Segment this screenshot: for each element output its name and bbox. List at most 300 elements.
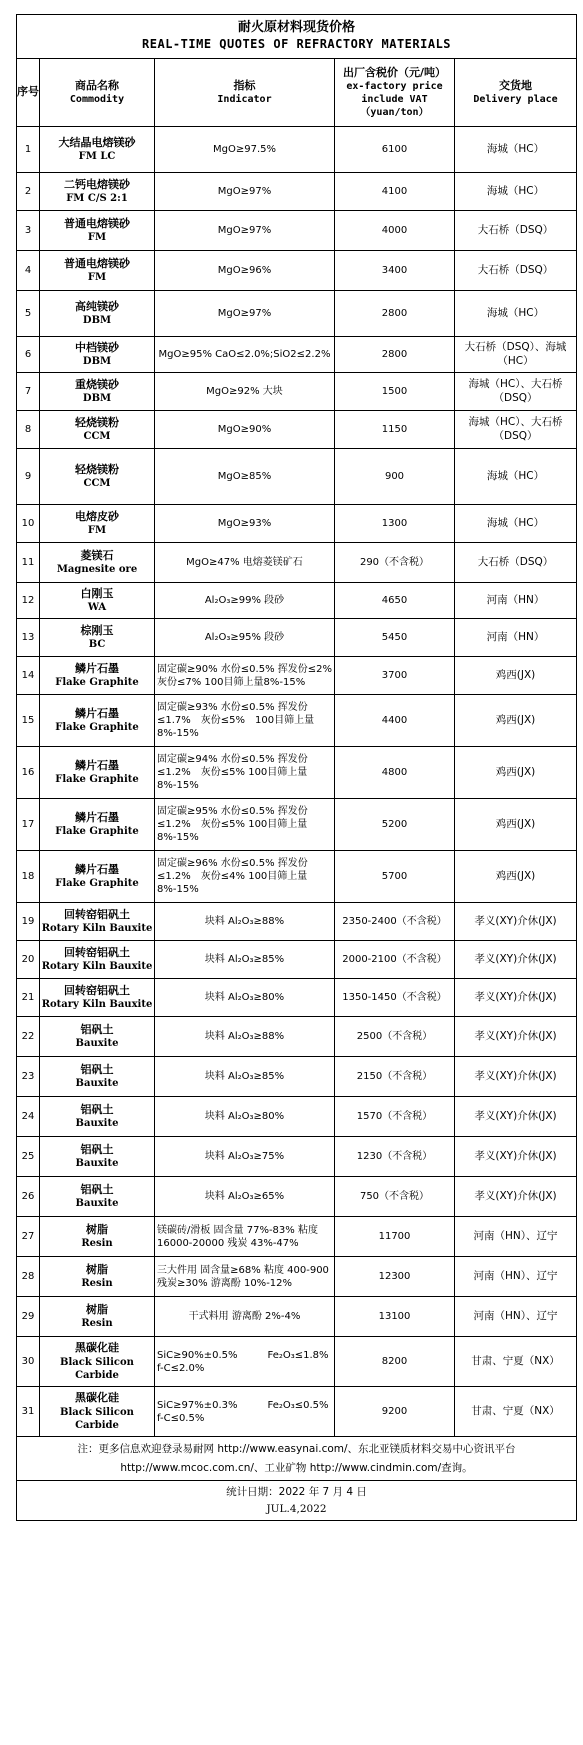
indicator-cell xyxy=(155,941,335,979)
commodity-cn: 鳞片石墨 xyxy=(75,661,119,675)
table-row xyxy=(17,291,577,337)
commodity-cn: 树脂 xyxy=(86,1262,108,1276)
table-row xyxy=(17,337,577,373)
row-number-text: 28 xyxy=(21,1271,35,1282)
commodity-en: Bauxite xyxy=(75,1038,119,1050)
delivery-place-cell xyxy=(455,903,577,941)
price-text: 4800 xyxy=(381,767,408,778)
table-row xyxy=(17,657,577,695)
commodity-en: DBM xyxy=(82,315,112,327)
row-number xyxy=(17,1137,40,1177)
price-cell xyxy=(335,1057,455,1097)
delivery-place-cell xyxy=(455,291,577,337)
indicator-cell xyxy=(155,851,335,903)
delivery-place-cell xyxy=(455,657,577,695)
table-title xyxy=(17,15,577,59)
commodity-cn: 铝矾土 xyxy=(80,1062,114,1076)
price-text: 1350-1450（不含税） xyxy=(342,992,447,1003)
commodity-cn: 高纯镁砂 xyxy=(75,299,119,313)
commodity-en: FM C/S 2:1 xyxy=(66,193,128,205)
indicator-text: MgO≥92% 大块 xyxy=(206,386,283,397)
commodity-cell xyxy=(40,411,155,449)
price-cell xyxy=(335,941,455,979)
table-row xyxy=(17,211,577,251)
commodity-cell xyxy=(40,583,155,619)
commodity-cell xyxy=(40,1297,155,1337)
price-text: 5450 xyxy=(381,632,408,643)
row-number-text: 6 xyxy=(24,349,32,360)
price-text: 5200 xyxy=(381,819,408,830)
row-number xyxy=(17,373,40,411)
indicator-cell xyxy=(155,1217,335,1257)
header-place: 交货地 Delivery place xyxy=(455,59,577,127)
price-cell xyxy=(335,373,455,411)
row-number-text: 4 xyxy=(24,265,32,276)
title-row xyxy=(17,15,577,59)
row-number xyxy=(17,127,40,173)
commodity-en: FM LC xyxy=(78,151,116,163)
delivery-place-cell xyxy=(455,411,577,449)
indicator-cell xyxy=(155,449,335,505)
row-number-text: 26 xyxy=(21,1191,35,1202)
table-row xyxy=(17,695,577,747)
delivery-place-text: 大石桥（DSQ） xyxy=(477,263,554,276)
row-number xyxy=(17,747,40,799)
price-cell xyxy=(335,1337,455,1387)
commodity-en: Resin xyxy=(81,1318,113,1330)
row-number xyxy=(17,505,40,543)
commodity-cell xyxy=(40,127,155,173)
note-row xyxy=(17,1437,577,1481)
delivery-place-cell xyxy=(455,127,577,173)
delivery-place-text: 海城（HC） xyxy=(486,516,545,529)
table-row xyxy=(17,799,577,851)
row-number xyxy=(17,941,40,979)
commodity-cn: 树脂 xyxy=(86,1222,108,1236)
delivery-place-text: 孝义(XY)介休(JX) xyxy=(474,952,557,965)
commodity-en: Bauxite xyxy=(75,1078,119,1090)
row-number xyxy=(17,411,40,449)
commodity-en: Flake Graphite xyxy=(55,774,139,786)
indicator-cell xyxy=(155,127,335,173)
commodity-en: FM xyxy=(87,272,107,284)
header-commodity: 商品名称 Commodity xyxy=(40,59,155,127)
price-text: 750（不含税） xyxy=(359,1191,430,1202)
row-number xyxy=(17,799,40,851)
indicator-cell xyxy=(155,657,342,695)
price-text: 8200 xyxy=(381,1356,408,1367)
commodity-en: Rotary Kiln Bauxite xyxy=(41,923,153,935)
delivery-place-cell xyxy=(455,1137,577,1177)
commodity-cn: 铝矾土 xyxy=(80,1182,114,1196)
row-number xyxy=(17,851,40,903)
delivery-place-cell xyxy=(455,695,577,747)
commodity-cell xyxy=(40,1177,155,1217)
price-text: 2150（不含税） xyxy=(356,1071,433,1082)
table-row xyxy=(17,373,577,411)
commodity-en: Bauxite xyxy=(75,1198,119,1210)
price-cell xyxy=(335,411,455,449)
row-number xyxy=(17,979,40,1017)
price-cell xyxy=(335,291,455,337)
stat-date-cn: 统计日期：2022 年 7 月 4 日 xyxy=(226,1485,367,1498)
price-text: 2350-2400（不含税） xyxy=(342,916,447,927)
price-cell xyxy=(335,799,455,851)
row-number-text: 17 xyxy=(21,819,35,830)
row-number xyxy=(17,449,40,505)
commodity-cn: 鳞片石墨 xyxy=(75,810,119,824)
row-number xyxy=(17,903,40,941)
row-number-text: 29 xyxy=(21,1311,35,1322)
commodity-cell xyxy=(40,211,155,251)
indicator-cell xyxy=(155,747,335,799)
row-number-text: 15 xyxy=(21,715,35,726)
indicator-text: 干式料用 游离酚 2%-4% xyxy=(188,1311,301,1322)
commodity-cn: 回转窑铝矾土 xyxy=(64,945,130,959)
row-number xyxy=(17,695,40,747)
indicator-text: MgO≥97% xyxy=(217,225,272,236)
commodity-cell xyxy=(40,1057,155,1097)
commodity-cell xyxy=(40,619,155,657)
commodity-cn: 重烧镁砂 xyxy=(75,377,119,391)
table-row xyxy=(17,941,577,979)
indicator-cell xyxy=(155,1257,335,1297)
table-row xyxy=(17,505,577,543)
price-cell xyxy=(335,1177,455,1217)
commodity-en: Resin xyxy=(81,1278,113,1290)
row-number-text: 16 xyxy=(21,767,35,778)
commodity-cell xyxy=(40,799,155,851)
delivery-place-text: 孝义(XY)介休(JX) xyxy=(474,1189,557,1202)
table-row xyxy=(17,1057,577,1097)
table-row xyxy=(17,1297,577,1337)
delivery-place-cell xyxy=(455,543,577,583)
delivery-place-text: 鸡西(JX) xyxy=(495,713,536,726)
commodity-cell xyxy=(40,695,155,747)
row-number xyxy=(17,1337,40,1387)
commodity-cn: 中档镁砂 xyxy=(75,340,119,354)
commodity-en: FM xyxy=(87,232,107,244)
delivery-place-text: 河南（HN）、辽宁 xyxy=(473,1229,558,1242)
indicator-text: 块料 Al₂O₃≥80% xyxy=(204,1111,285,1122)
commodity-cell xyxy=(40,903,155,941)
price-cell xyxy=(335,1217,455,1257)
indicator-text: MgO≥97% xyxy=(217,308,272,319)
indicator-text: 三大件用 固含量≥68% 粘度 400-900 残炭≥30% 游离酚 10%-12% xyxy=(157,1264,329,1289)
commodity-en: CCM xyxy=(83,431,111,443)
commodity-cell xyxy=(40,543,155,583)
commodity-cell xyxy=(40,173,155,211)
price-cell xyxy=(335,1097,455,1137)
table-row xyxy=(17,1217,577,1257)
commodity-en: Resin xyxy=(81,1238,113,1250)
delivery-place-text: 海城（HC） xyxy=(486,184,545,197)
commodity-en: DBM xyxy=(82,393,112,405)
price-text: 2800 xyxy=(381,349,408,360)
commodity-cn: 菱镁石 xyxy=(80,548,114,562)
row-number-text: 21 xyxy=(21,992,35,1003)
commodity-en: Rotary Kiln Bauxite xyxy=(41,999,153,1011)
price-cell xyxy=(335,583,455,619)
row-number xyxy=(17,173,40,211)
indicator-cell xyxy=(155,1057,335,1097)
delivery-place-text: 鸡西(JX) xyxy=(495,668,536,681)
commodity-cell xyxy=(40,851,155,903)
row-number xyxy=(17,657,40,695)
price-text: 1230（不含税） xyxy=(356,1151,433,1162)
row-number-text: 19 xyxy=(21,916,35,927)
row-number xyxy=(17,1017,40,1057)
indicator-text: 块料 Al₂O₃≥85% xyxy=(204,954,285,965)
row-number-text: 20 xyxy=(21,954,35,965)
row-number xyxy=(17,1297,40,1337)
commodity-cn: 棕刚玉 xyxy=(80,623,114,637)
commodity-cn: 普通电熔镁砂 xyxy=(64,256,130,270)
delivery-place-cell xyxy=(455,1387,577,1437)
indicator-text: 块料 Al₂O₃≥65% xyxy=(204,1191,285,1202)
commodity-cn: 轻烧镁粉 xyxy=(75,462,119,476)
delivery-place-text: 鸡西(JX) xyxy=(495,765,536,778)
row-number-text: 22 xyxy=(21,1031,35,1042)
price-text: 13100 xyxy=(378,1311,411,1322)
commodity-en: BC xyxy=(88,639,106,651)
price-cell xyxy=(335,173,455,211)
price-cell xyxy=(335,1387,455,1437)
price-cell xyxy=(335,695,455,747)
header-row xyxy=(17,59,577,127)
indicator-cell xyxy=(155,695,335,747)
header-no: 序号 xyxy=(17,59,40,127)
commodity-cn: 铝矾土 xyxy=(80,1142,114,1156)
price-cell xyxy=(335,979,455,1017)
row-number-text: 12 xyxy=(21,595,35,606)
commodity-cn: 回转窑铝矾土 xyxy=(64,983,130,997)
indicator-text: 镁碳砖/滑板 固含量 77%-83% 粘度16000-20000 残炭 43%-47% xyxy=(157,1224,318,1249)
price-cell xyxy=(335,747,455,799)
commodity-cell xyxy=(40,337,155,373)
delivery-place-text: 孝义(XY)介休(JX) xyxy=(474,1029,557,1042)
table-row xyxy=(17,1017,577,1057)
row-number-text: 27 xyxy=(21,1231,35,1242)
price-cell xyxy=(335,505,455,543)
table-row xyxy=(17,1337,577,1387)
table-row xyxy=(17,127,577,173)
delivery-place-cell xyxy=(455,211,577,251)
commodity-cell xyxy=(40,747,155,799)
delivery-place-text: 孝义(XY)介休(JX) xyxy=(474,914,557,927)
row-number-text: 2 xyxy=(24,186,32,197)
indicator-text: 固定碳≥95% 水份≤0.5% 挥发份≤1.2% 灰份≤5% 100目筛上量8%-15% xyxy=(157,806,308,843)
commodity-cn: 鳞片石墨 xyxy=(75,862,119,876)
indicator-text: MgO≥95% CaO≤2.0%;SiO2≤2.2% xyxy=(158,349,331,360)
delivery-place-cell xyxy=(455,1097,577,1137)
price-cell xyxy=(335,449,455,505)
delivery-place-text: 孝义(XY)介休(JX) xyxy=(474,990,557,1003)
indicator-cell xyxy=(155,251,335,291)
delivery-place-text: 甘肃、宁夏（NX） xyxy=(471,1404,560,1417)
delivery-place-cell xyxy=(455,1257,577,1297)
delivery-place-cell xyxy=(455,337,577,373)
commodity-cell xyxy=(40,1097,155,1137)
price-text: 6100 xyxy=(381,144,408,155)
row-number xyxy=(17,1257,40,1297)
delivery-place-cell xyxy=(455,1177,577,1217)
indicator-cell xyxy=(155,903,335,941)
commodity-cn: 大结晶电熔镁砂 xyxy=(58,135,136,149)
indicator-text: 块料 Al₂O₃≥80% xyxy=(204,992,285,1003)
row-number xyxy=(17,1387,40,1437)
table-row xyxy=(17,1137,577,1177)
indicator-cell xyxy=(155,373,335,411)
indicator-text: Al₂O₃≥99% 段砂 xyxy=(204,595,285,606)
indicator-cell xyxy=(155,1177,335,1217)
row-number-text: 24 xyxy=(21,1111,35,1122)
row-number-text: 30 xyxy=(21,1356,35,1367)
table-row xyxy=(17,1177,577,1217)
commodity-cn: 鳞片石墨 xyxy=(75,758,119,772)
delivery-place-cell xyxy=(455,1217,577,1257)
delivery-place-text: 河南（HN）、辽宁 xyxy=(473,1309,558,1322)
indicator-text: MgO≥47% 电熔菱镁矿石 xyxy=(186,557,303,568)
row-number xyxy=(17,543,40,583)
indicator-text: 块料 Al₂O₃≥88% xyxy=(204,916,285,927)
commodity-en: Bauxite xyxy=(75,1118,119,1130)
price-cell xyxy=(335,337,455,373)
price-table xyxy=(16,14,577,1521)
commodity-cn: 普通电熔镁砂 xyxy=(64,216,130,230)
delivery-place-text: 大石桥（DSQ） xyxy=(477,223,554,236)
price-cell xyxy=(335,127,455,173)
commodity-en: Magnesite ore xyxy=(56,564,138,576)
delivery-place-cell xyxy=(455,583,577,619)
commodity-cn: 白刚玉 xyxy=(80,586,114,600)
commodity-cell xyxy=(40,505,155,543)
note-line-1: 注：更多信息欢迎登录易耐网 http://www.easynai.com/、东北亚镁质材料交易中心资讯平台 xyxy=(77,1443,516,1456)
row-number xyxy=(17,1097,40,1137)
delivery-place-text: 河南（HN） xyxy=(486,630,545,643)
commodity-en: Flake Graphite xyxy=(55,878,139,890)
indicator-text: 固定碳≥93% 水份≤0.5% 挥发份≤1.7% 灰份≤5% 100目筛上量8%-15% xyxy=(157,702,315,739)
delivery-place-text: 孝义(XY)介休(JX) xyxy=(474,1069,557,1082)
delivery-place-cell xyxy=(455,251,577,291)
commodity-en: Black Silicon Carbide xyxy=(60,1406,134,1431)
table-row xyxy=(17,619,577,657)
row-number-text: 14 xyxy=(21,670,35,681)
delivery-place-text: 海城（HC） xyxy=(486,142,545,155)
price-text: 4100 xyxy=(381,186,408,197)
table-row xyxy=(17,1387,577,1437)
indicator-text: 固定碳≥94% 水份≤0.5% 挥发份≤1.2% 灰份≤5% 100目筛上量8%-15% xyxy=(157,754,308,791)
row-number-text: 8 xyxy=(24,424,32,435)
price-cell xyxy=(335,211,455,251)
note-cell xyxy=(17,1437,577,1481)
delivery-place-cell xyxy=(455,173,577,211)
commodity-en: Black Silicon Carbide xyxy=(60,1356,134,1381)
indicator-text: MgO≥97.5% xyxy=(213,144,276,155)
price-text: 2800 xyxy=(381,308,408,319)
table-row xyxy=(17,449,577,505)
delivery-place-cell xyxy=(455,1017,577,1057)
commodity-cell xyxy=(40,979,155,1017)
indicator-cell xyxy=(155,543,335,583)
indicator-text: MgO≥96% xyxy=(217,265,272,276)
table-row xyxy=(17,851,577,903)
indicator-text: 块料 Al₂O₃≥85% xyxy=(204,1071,285,1082)
delivery-place-cell xyxy=(455,449,577,505)
table-row xyxy=(17,903,577,941)
price-cell xyxy=(335,1257,455,1297)
commodity-cell xyxy=(40,1387,155,1437)
indicator-text: 块料 Al₂O₃≥88% xyxy=(204,1031,285,1042)
delivery-place-text: 大石桥（DSQ）、海城（HC） xyxy=(464,340,567,367)
delivery-place-text: 甘肃、宁夏（NX） xyxy=(471,1354,560,1367)
commodity-en: Rotary Kiln Bauxite xyxy=(41,961,153,973)
commodity-en: CCM xyxy=(83,478,111,490)
commodity-en: Flake Graphite xyxy=(55,677,139,689)
price-text: 4400 xyxy=(381,715,408,726)
indicator-text: Al₂O₃≥95% 段砂 xyxy=(204,632,285,643)
table-row xyxy=(17,411,577,449)
delivery-place-cell xyxy=(455,619,577,657)
row-number xyxy=(17,1057,40,1097)
indicator-cell xyxy=(155,979,335,1017)
commodity-cell xyxy=(40,1337,155,1387)
row-number xyxy=(17,1217,40,1257)
commodity-cn: 黑碳化硅 xyxy=(75,1391,119,1405)
row-number xyxy=(17,251,40,291)
price-text: 1150 xyxy=(381,424,408,435)
commodity-cell xyxy=(40,251,155,291)
commodity-cn: 铝矾土 xyxy=(80,1022,114,1036)
row-number-text: 10 xyxy=(21,518,35,529)
row-number xyxy=(17,291,40,337)
delivery-place-text: 海城（HC）、大石桥（DSQ） xyxy=(468,377,563,404)
table-row xyxy=(17,1257,577,1297)
table-row xyxy=(17,251,577,291)
row-number xyxy=(17,619,40,657)
indicator-cell xyxy=(155,619,335,657)
stat-date-en: JUL.4,2022 xyxy=(266,1502,327,1515)
commodity-en: Flake Graphite xyxy=(55,826,139,838)
row-number-text: 25 xyxy=(21,1151,35,1162)
delivery-place-text: 鸡西(JX) xyxy=(495,817,536,830)
price-cell xyxy=(335,619,455,657)
price-cell xyxy=(335,251,455,291)
indicator-text: 块料 Al₂O₃≥75% xyxy=(204,1151,285,1162)
commodity-cell xyxy=(40,657,155,695)
commodity-en: DBM xyxy=(82,356,112,368)
stat-row xyxy=(17,1481,577,1521)
indicator-cell xyxy=(155,1297,335,1337)
commodity-cell xyxy=(40,449,155,505)
indicator-cell xyxy=(155,1137,335,1177)
row-number xyxy=(17,337,40,373)
indicator-text: 固定碳≥96% 水份≤0.5% 挥发份≤1.2% 灰份≤4% 100目筛上量8%-15% xyxy=(157,858,308,895)
title-en: REAL-TIME QUOTES OF REFRACTORY MATERIALS xyxy=(142,37,452,52)
delivery-place-cell xyxy=(455,1057,577,1097)
delivery-place-text: 海城（HC）、大石桥（DSQ） xyxy=(468,415,563,442)
commodity-en: WA xyxy=(87,602,107,614)
row-number-text: 5 xyxy=(24,308,32,319)
row-number-text: 11 xyxy=(21,557,35,568)
commodity-cell xyxy=(40,1017,155,1057)
delivery-place-text: 河南（HN）、辽宁 xyxy=(473,1269,558,1282)
indicator-cell xyxy=(155,173,335,211)
commodity-cell xyxy=(40,1137,155,1177)
indicator-cell xyxy=(155,291,335,337)
stat-cell xyxy=(17,1481,577,1521)
delivery-place-cell xyxy=(455,979,577,1017)
